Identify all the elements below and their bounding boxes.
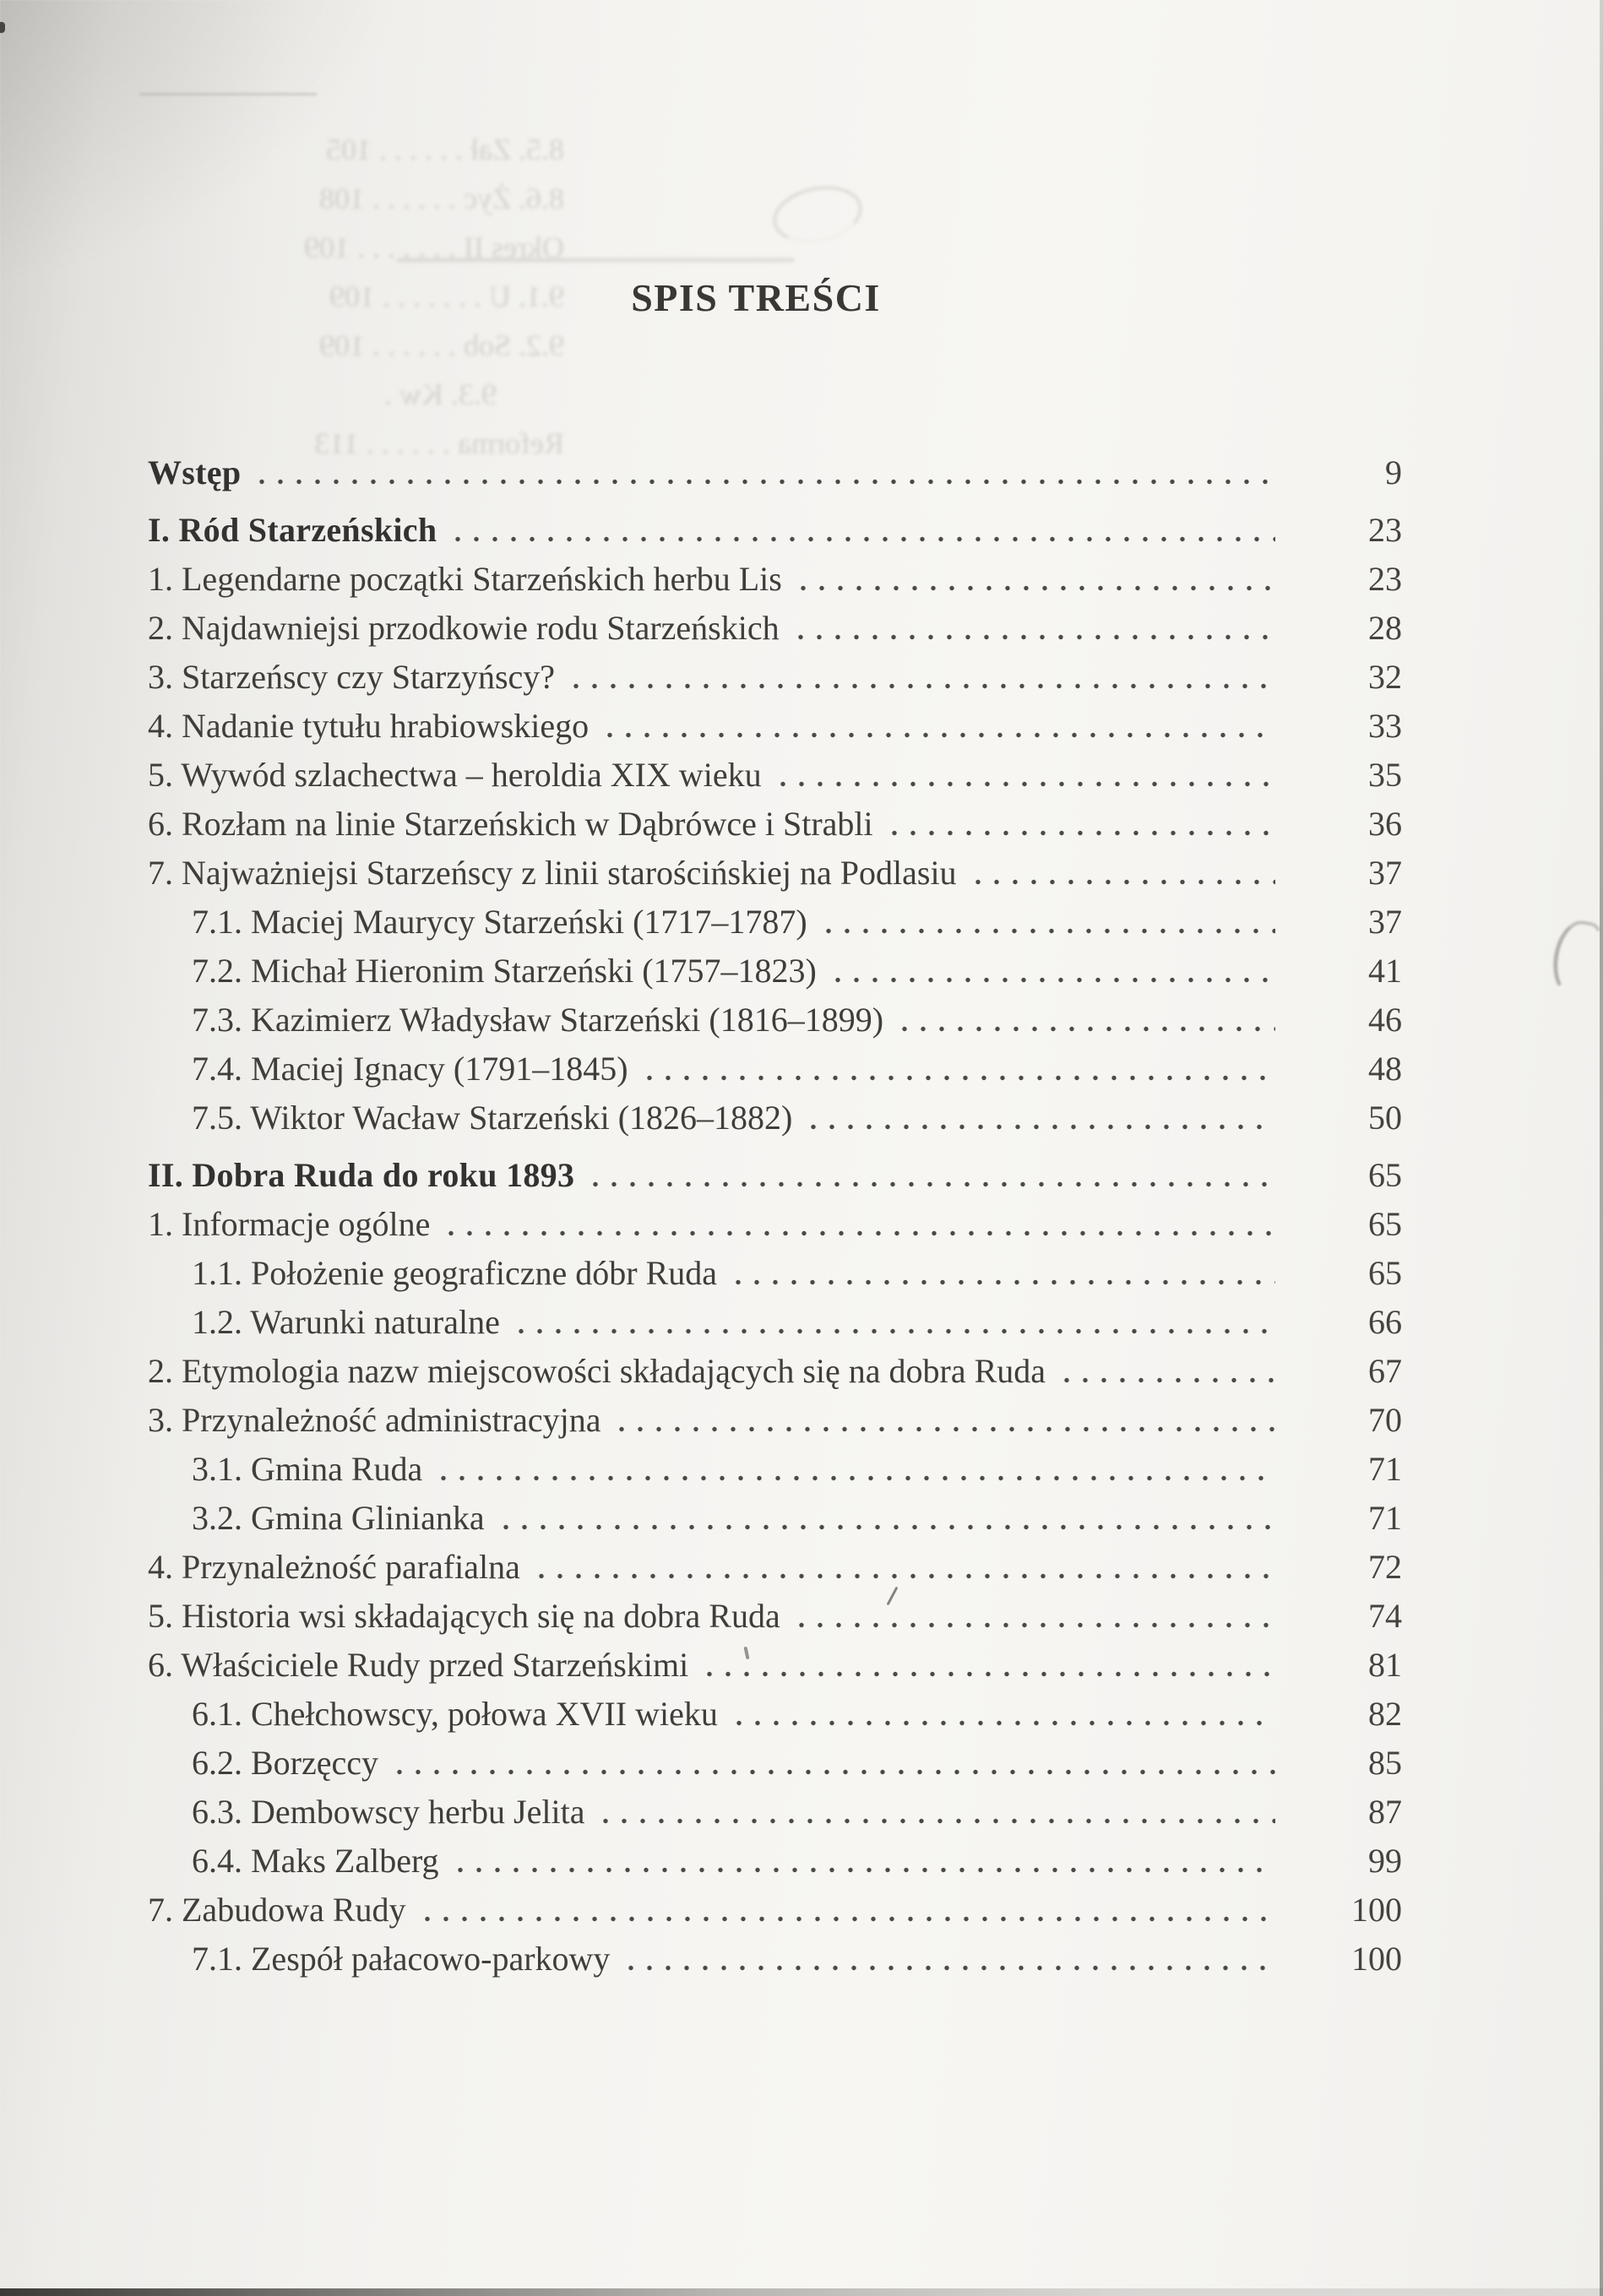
toc-entry-page: 66 [1368, 1303, 1402, 1341]
toc-entry-page: 65 [1368, 1156, 1402, 1194]
dot-leader [829, 976, 1275, 984]
toc-entry [148, 1305, 1402, 1339]
toc-entry [148, 807, 1402, 841]
toc-entry-page: 65 [1368, 1254, 1402, 1292]
toc-entry-page: 87 [1368, 1793, 1402, 1831]
toc-entry [148, 1550, 1402, 1584]
toc-entry-label: 7.1. Zespół pałacowo-parkowy [192, 1940, 611, 1978]
dot-leader [1057, 1376, 1275, 1384]
toc-entry-label: 2. Etymologia nazw miejscowości składających się na dobra Ruda [148, 1352, 1046, 1390]
dot-leader [497, 1523, 1275, 1531]
toc-entry [148, 562, 1402, 596]
bleed-through-line: Okres II . . . . . . . 109 [304, 231, 564, 264]
toc-entry-page: 33 [1368, 707, 1402, 745]
toc-entry-label: 5. Wywód szlachectwa – heroldia XIX wieku [148, 756, 762, 794]
toc-entry [148, 905, 1402, 939]
dot-leader [792, 1621, 1275, 1629]
dot-leader [586, 1181, 1275, 1188]
toc-entry [148, 1403, 1402, 1437]
dot-leader [567, 682, 1275, 690]
toc-entry-page: 74 [1368, 1597, 1402, 1635]
toc-entry-page: 71 [1368, 1450, 1402, 1488]
toc-entry-label: 7.4. Maciej Ignacy (1791–1845) [192, 1050, 628, 1088]
toc-entry [148, 1156, 1402, 1194]
toc-entry [148, 1452, 1402, 1486]
toc-entry-page: 9 [1385, 453, 1402, 491]
toc-entry-label: 6.3. Dembowscy herbu Jelita [192, 1793, 585, 1831]
dot-leader [532, 1572, 1275, 1580]
toc-entry-page: 37 [1368, 903, 1402, 941]
dot-leader [418, 1915, 1275, 1923]
bleed-through-line: 8.6. Życ . . . . . . 108 [319, 182, 564, 215]
toc-entry-label: II. Dobra Ruda do roku 1893 [148, 1156, 575, 1194]
dot-leader [819, 927, 1275, 935]
toc-entry [148, 1599, 1402, 1633]
toc-entry [148, 1354, 1402, 1388]
scan-right-edge [1600, 0, 1603, 2296]
dot-leader [969, 878, 1275, 886]
dot-leader [612, 1425, 1275, 1433]
toc-entry-label: 7.3. Kazimierz Władysław Starzeński (1816–1899) [192, 1001, 884, 1039]
toc-entry-page: 23 [1368, 560, 1402, 598]
dot-leader [390, 1768, 1275, 1776]
toc-entry-label: 1. Legendarne początki Starzeńskich herbu Lis [148, 560, 782, 598]
toc-entry-label: 6.4. Maks Zalberg [192, 1842, 439, 1880]
toc-entry [148, 1003, 1402, 1037]
toc-entry-label: 6. Właściciele Rudy przed Starzeńskimi [148, 1646, 689, 1684]
toc-entry [148, 709, 1402, 743]
dot-leader [895, 1025, 1275, 1033]
bleed-through-rule [139, 93, 317, 95]
toc-entry [148, 1893, 1402, 1927]
toc-entry-page: 23 [1368, 511, 1402, 549]
toc-entry-page: 70 [1368, 1401, 1402, 1439]
toc-entry [148, 1205, 1402, 1243]
smudge-mark [1548, 917, 1603, 1000]
toc-entry [148, 1254, 1402, 1292]
toc-entry-label: 6. Rozłam na linie Starzeńskich w Dąbrówce i Strabli [148, 805, 873, 843]
toc-entry-page: 50 [1368, 1099, 1402, 1137]
toc-entry-page: 48 [1368, 1050, 1402, 1088]
toc-entry-label: 3.2. Gmina Glinianka [192, 1499, 485, 1537]
bleed-through-smear [769, 179, 867, 251]
dot-leader [512, 1327, 1275, 1335]
toc-entry-page: 28 [1368, 609, 1402, 647]
bleed-through-rule [397, 258, 794, 262]
page-title: SPIS TREŚCI [631, 276, 881, 319]
toc-entry-page: 46 [1368, 1001, 1402, 1039]
toc-entry-page: 72 [1368, 1548, 1402, 1586]
dot-leader [596, 1817, 1275, 1825]
toc-entry [148, 856, 1402, 890]
bleed-through-line: Reforma . . . . . . 113 [314, 426, 564, 460]
dot-leader [804, 1123, 1275, 1131]
bleed-through-line: 8.5. Zał . . . . . . 105 [326, 133, 564, 166]
toc-entry-page: 36 [1368, 805, 1402, 843]
toc-entry-page: 35 [1368, 756, 1402, 794]
toc-entry-label: 6.2. Borzęccy [192, 1744, 379, 1782]
toc-entry-page: 41 [1368, 952, 1402, 990]
bleed-through-line: 9.1. U . . . . . . . 109 [329, 280, 564, 313]
bleed-through-line: 9.2. Sob . . . . . . 109 [318, 328, 564, 362]
toc-entry-page: 100 [1351, 1940, 1402, 1978]
toc-entry [148, 1795, 1402, 1829]
scan-speck [0, 22, 5, 33]
toc-entry-page: 71 [1368, 1499, 1402, 1537]
scan-bottom-edge [0, 2288, 1603, 2296]
toc-entry [148, 1746, 1402, 1780]
dot-leader [451, 1866, 1275, 1874]
dot-leader [622, 1964, 1275, 1972]
toc-entry-page: 99 [1368, 1842, 1402, 1880]
dot-leader [791, 633, 1275, 641]
toc-entry-label: 7.5. Wiktor Wacław Starzeński (1826–1882) [192, 1099, 793, 1137]
dot-leader [448, 535, 1275, 543]
dot-leader [600, 731, 1275, 739]
toc-entry [148, 954, 1402, 988]
toc-entry [148, 453, 1402, 491]
toc-entry-label: 1.2. Warunki naturalne [192, 1303, 500, 1341]
toc-entry-label: I. Ród Starzeńskich [148, 511, 437, 549]
toc-entry-page: 85 [1368, 1744, 1402, 1782]
toc-entry-label: 6.1. Chełchowscy, połowa XVII wieku [192, 1695, 718, 1733]
toc-entry-page: 32 [1368, 658, 1402, 696]
toc-entry-page: 67 [1368, 1352, 1402, 1390]
dot-leader [253, 478, 1275, 486]
toc-entry [148, 611, 1402, 645]
dot-leader [434, 1474, 1275, 1482]
toc-entry [148, 1101, 1402, 1135]
toc-entry-page: 65 [1368, 1205, 1402, 1243]
toc-entry-label: 1. Informacje ogólne [148, 1205, 431, 1243]
toc-entry [148, 1942, 1402, 1976]
dot-leader [885, 829, 1275, 837]
dot-leader [730, 1719, 1275, 1727]
dot-leader [442, 1229, 1275, 1237]
toc-entry-label: 3. Przynależność administracyjna [148, 1401, 601, 1439]
toc-entry-label: 3. Starzeńscy czy Starzyńscy? [148, 658, 556, 696]
toc-entry [148, 1648, 1402, 1682]
dot-leader [794, 584, 1275, 592]
toc-entry [148, 1501, 1402, 1535]
dot-leader [774, 780, 1275, 788]
toc-entry [148, 513, 1402, 547]
toc-entry-label: 3.1. Gmina Ruda [192, 1450, 423, 1488]
toc-entry-label: 2. Najdawniejsi przodkowie rodu Starzeńskich [148, 609, 780, 647]
toc-entry-page: 82 [1368, 1695, 1402, 1733]
toc-entry-label: Wstęp [148, 453, 242, 491]
toc-entry-label: 7. Najważniejsi Starzeńscy z linii starościńskiej na Podlasiu [148, 854, 957, 892]
toc-entry [148, 1697, 1402, 1731]
toc-entry-page: 100 [1351, 1891, 1402, 1929]
toc-entry-label: 7.2. Michał Hieronim Starzeński (1757–1823) [192, 952, 817, 990]
dot-leader [729, 1278, 1275, 1286]
dot-leader [640, 1074, 1275, 1082]
toc-entry [148, 758, 1402, 792]
toc-entry-label: 7.1. Maciej Maurycy Starzeński (1717–1787) [192, 903, 807, 941]
toc-entry-page: 81 [1368, 1646, 1402, 1684]
toc-entry-label: 4. Nadanie tytułu hrabiowskiego [148, 707, 590, 745]
toc-entry-label: 1.1. Położenie geograficzne dóbr Ruda [192, 1254, 718, 1292]
toc-entry [148, 1052, 1402, 1086]
toc-entry-label: 7. Zabudowa Rudy [148, 1891, 406, 1929]
toc-entry [148, 1844, 1402, 1878]
toc-entry-label: 5. Historia wsi składających się na dobra Ruda [148, 1597, 780, 1635]
bleed-through-line: 9.3. Kw . [384, 377, 497, 411]
table-of-contents [148, 453, 1402, 1991]
toc-entry-label: 4. Przynależność parafialna [148, 1548, 520, 1586]
toc-entry-page: 37 [1368, 854, 1402, 892]
dot-leader [700, 1670, 1275, 1678]
toc-entry [148, 660, 1402, 694]
